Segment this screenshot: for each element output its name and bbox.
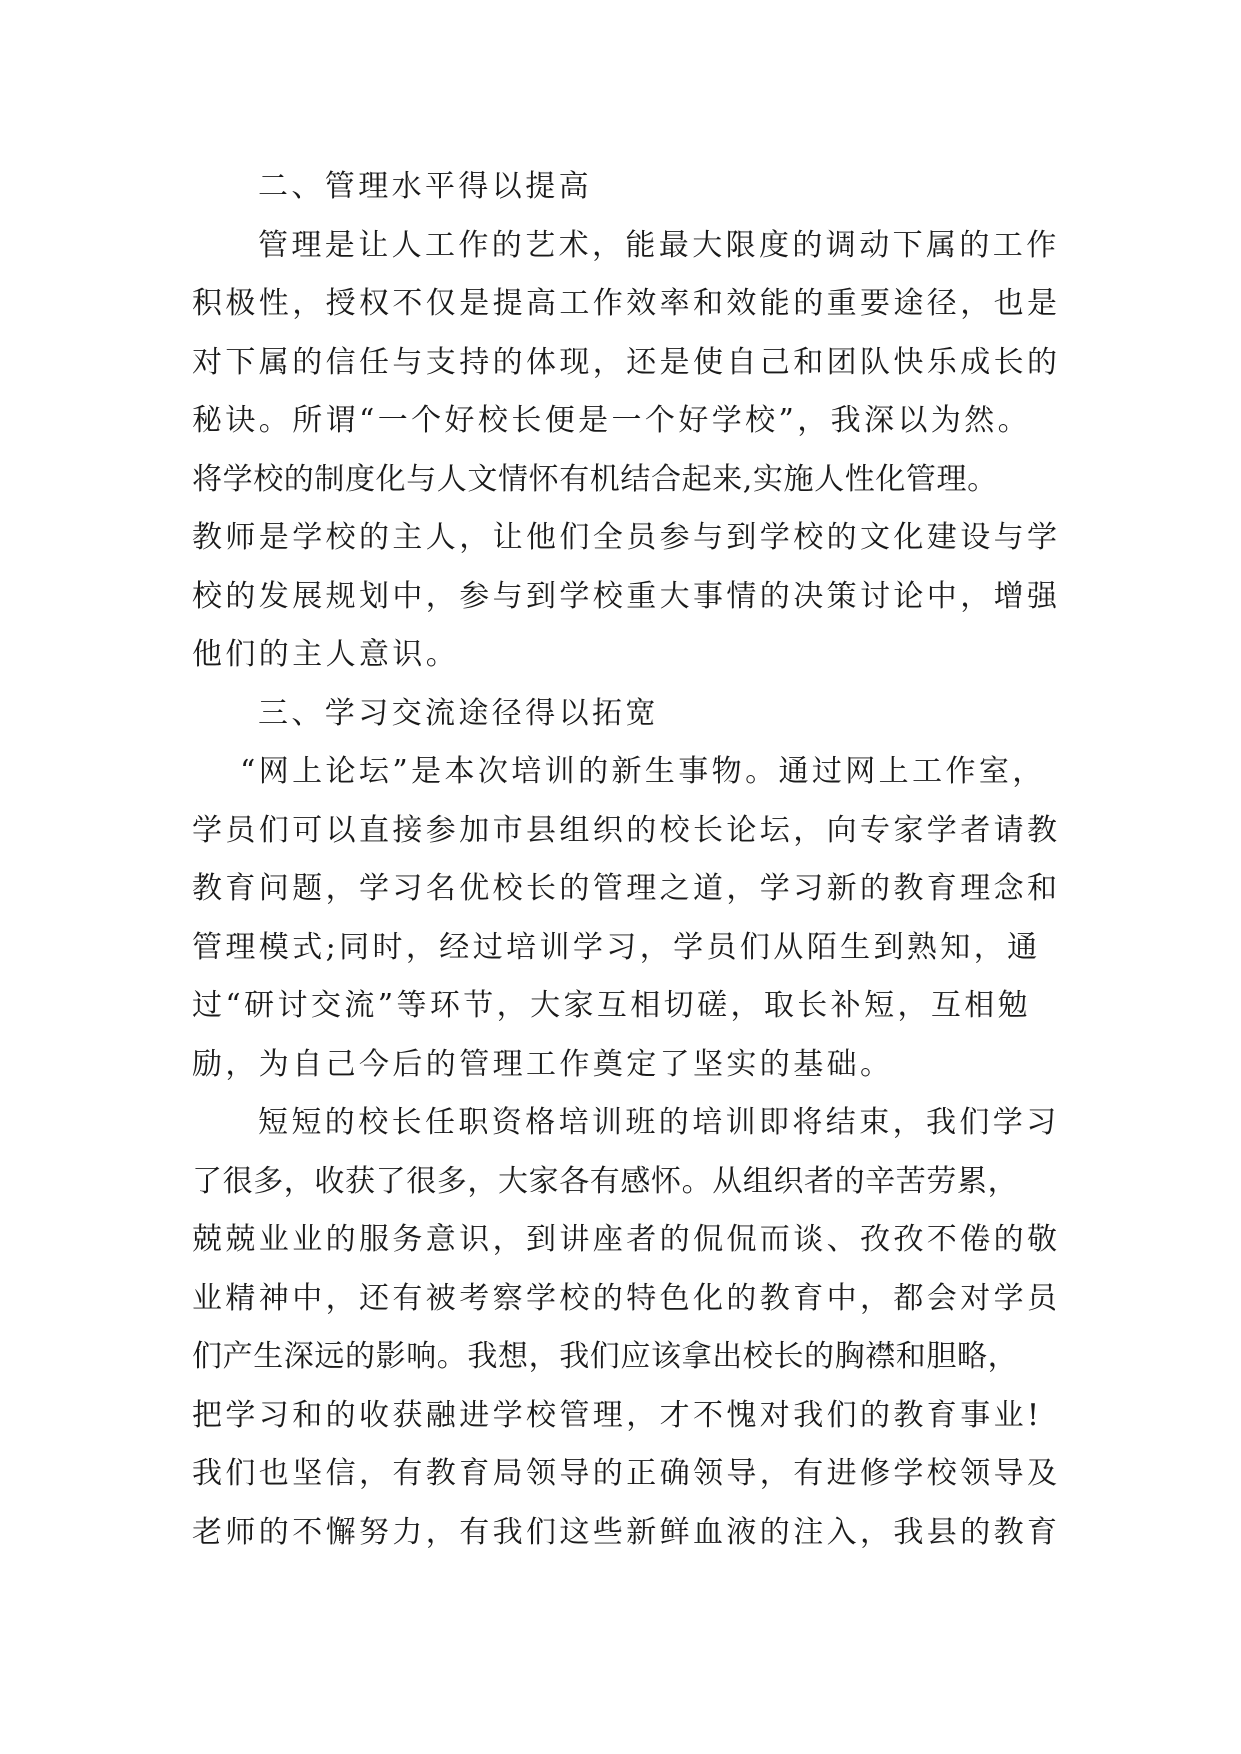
section-heading: 二、管理水平得以提高 [258, 169, 592, 204]
paragraph-line: 将学校的制度化与人文情怀有机结合起来,实施人性化管理。 [192, 461, 998, 497]
paragraph-line: 学员们可以直接参加市县组织的校长论坛，向专家学者请教 [192, 812, 1061, 848]
paragraph-line: 励，为自己今后的管理工作奠定了坚实的基础。 [192, 1046, 894, 1082]
paragraph-line: 我们也坚信，有教育局领导的正确领导，有进修学校领导及 [192, 1456, 1061, 1491]
paragraph-line: 对下属的信任与支持的体现，还是使自己和团队快乐成长的 [192, 344, 1061, 380]
paragraph-line: 积极性，授权不仅是提高工作效率和效能的重要途径，也是 [192, 286, 1061, 321]
paragraph-line: 老师的不懈努力，有我们这些新鲜血液的注入，我县的教育 [192, 1514, 1061, 1550]
paragraph-line: 兢兢业业的服务意识，到讲座者的侃侃而谈、孜孜不倦的敬 [192, 1222, 1061, 1257]
paragraph-line: 教师是学校的主人，让他们全员参与到学校的文化建设与学 [192, 520, 1061, 555]
paragraph-line: 秘诀。所谓“一个好校长便是一个好学校”，我深以为然。 [192, 403, 1032, 438]
paragraph-line: 他们的主人意识。 [192, 637, 460, 672]
paragraph-line: 业精神中，还有被考察学校的特色化的教育中，都会对学员 [192, 1280, 1061, 1316]
paragraph-line: “网上论坛”是本次培训的新生事物。通过网上工作室， [240, 754, 1046, 789]
paragraph-line: 把学习和的收获融进学校管理，才不愧对我们的教育事业! [192, 1397, 1043, 1433]
document-body [192, 158, 1061, 1562]
paragraph-line: 管理模式;同时，经过培训学习，学员们从陌生到熟知，通 [192, 929, 1041, 965]
paragraph-line: 校的发展规划中，参与到学校重大事情的决策讨论中，增强 [192, 578, 1061, 614]
paragraph-line: 了很多，收获了很多，大家各有感怀。从组织者的辛苦劳累， [192, 1163, 1019, 1199]
paragraph-line: 过“研讨交流”等环节，大家互相切磋，取长补短，互相勉 [192, 988, 1032, 1023]
paragraph-line: 们产生深远的影响。我想，我们应该拿出校长的胸襟和胆略， [192, 1339, 1019, 1374]
section-heading: 三、学习交流途径得以拓宽 [258, 695, 659, 731]
paragraph-line: 短短的校长任职资格培训班的培训即将结束，我们学习 [258, 1105, 1060, 1140]
paragraph-line: 管理是让人工作的艺术，能最大限度的调动下属的工作 [258, 227, 1060, 263]
paragraph-line: 教育问题，学习名优校长的管理之道，学习新的教育理念和 [192, 871, 1061, 906]
